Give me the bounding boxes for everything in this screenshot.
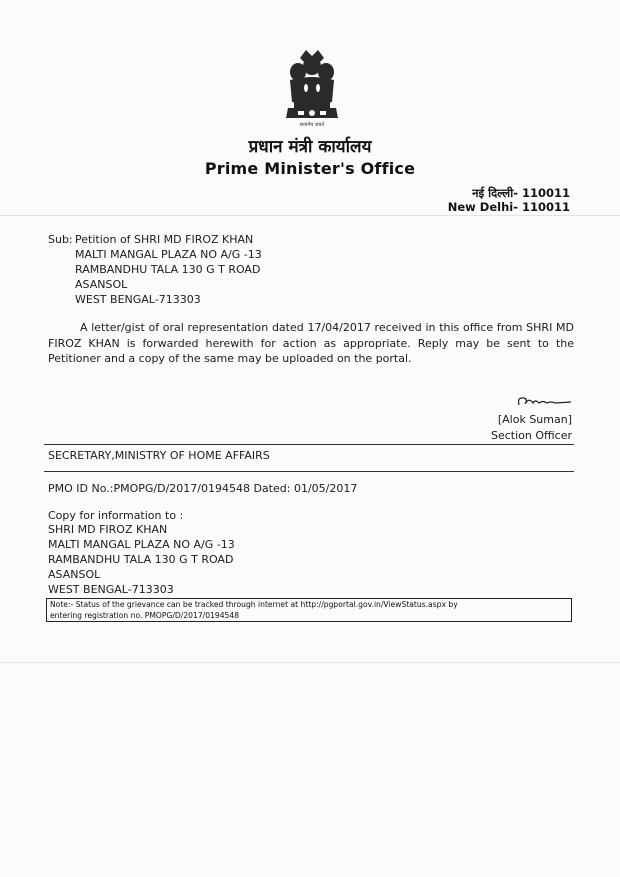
copy-line: MALTI MANGAL PLAZA NO A/G -13	[48, 538, 235, 551]
copy-heading: Copy for information to :	[48, 509, 184, 522]
note-line: entering registration no. PMOPG/D/2017/0194548	[50, 611, 240, 620]
subject-address-line: WEST BENGAL-713303	[75, 293, 201, 306]
signatory-designation: Section Officer	[491, 429, 572, 442]
status-note-box	[46, 598, 572, 622]
subject-line: Petition of SHRI MD FIROZ KHAN	[75, 233, 254, 246]
subject-address-line: ASANSOL	[75, 278, 128, 291]
place-english: New Delhi- 110011	[447, 200, 570, 214]
copy-line: WEST BENGAL-713303	[48, 583, 174, 596]
divider-line	[44, 471, 574, 472]
subject-address-line: MALTI MANGAL PLAZA NO A/G -13	[75, 248, 262, 261]
paper-fold-line	[0, 662, 620, 663]
subject-prefix: Sub:	[48, 233, 73, 246]
body-paragraph: A letter/gist of oral representation dated 17/04/2017 received in this office from SHRI MD FIROZ KHAN is forwarded herewith for action as appropriate. Reply may be sent to the Petitioner and a copy of the same may be uploaded on the portal.	[48, 321, 574, 365]
office-title-hindi: प्रधान मंत्री कार्यालय	[248, 137, 372, 157]
emblem-motto: सत्यमेव जयते	[299, 122, 325, 128]
subject-address-line: RAMBANDHU TALA 130 G T ROAD	[75, 263, 261, 276]
pmo-reference: PMO ID No.:PMOPG/D/2017/0194548 Dated: 01/05/2017	[48, 482, 358, 495]
signature-scribble	[515, 393, 573, 411]
place-hindi: नई दिल्ली- 110011	[472, 186, 570, 200]
signatory-name: [Alok Suman]	[497, 413, 572, 426]
divider-line	[44, 444, 574, 445]
recipient-line: SECRETARY,MINISTRY OF HOME AFFAIRS	[48, 449, 270, 462]
office-title-english: Prime Minister's Office	[204, 159, 416, 178]
paper-fold-line	[0, 215, 620, 216]
copy-line: RAMBANDHU TALA 130 G T ROAD	[48, 553, 234, 566]
copy-line: ASANSOL	[48, 568, 101, 581]
copy-line: SHRI MD FIROZ KHAN	[48, 523, 168, 536]
note-line: Note:- Status of the grievance can be tracked through internet at http://pgportal.gov.in/ViewStatus.aspx by	[50, 600, 458, 609]
